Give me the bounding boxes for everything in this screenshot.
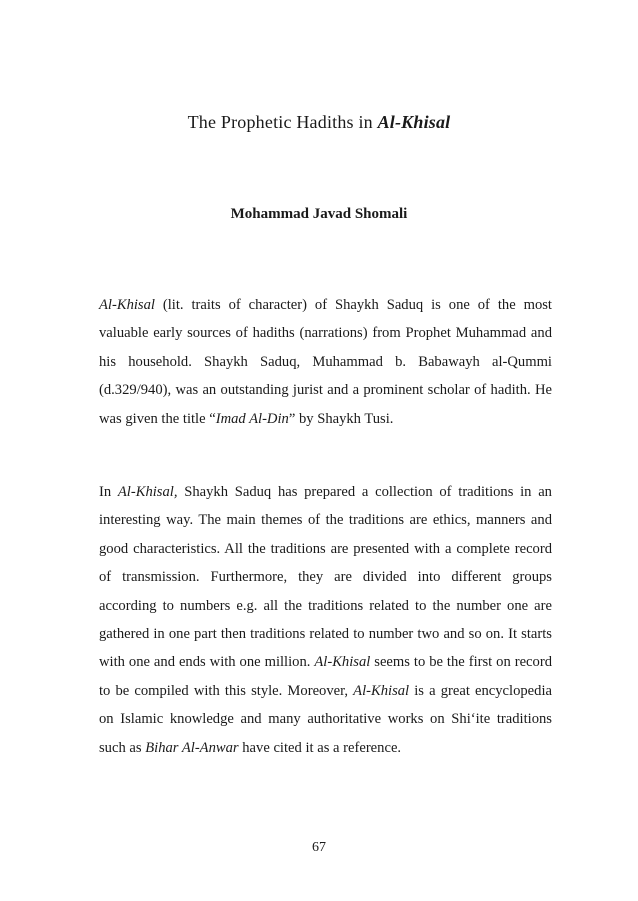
paragraph-1 [99,291,552,433]
page-number: 67 [312,840,326,855]
author-name: Mohammad Javad Shomali [230,206,408,222]
p2-italic-2: Al-Khisal [314,654,371,671]
paragraph-2 [99,478,552,762]
p2-text-2: Shaykh Saduq has prepared a collection of traditions in an interesting way. The main themes of the traditions are ethics, manners and good characteristics. All the traditions are presented with a complete record of transmission. Furthermore, they are divided into different groups according to numbers e.g. all the traditions related to the number one are gathered in one part then traditions related to number two and so on. It starts with one and ends with one million. [99,484,552,671]
p2-text-3: seems to be the first on record to be compiled with this style. Moreover, [99,654,552,699]
article-title [0,112,638,133]
title-prefix: The Prophetic Hadiths in [187,112,378,132]
p1-text-1: (lit. traits of character) of Shaykh Saduq is one of the most valuable early sources of hadiths (narrations) from Prophet Muhammad and his household. Shaykh Saduq, Muhammad b. Babawayh al-Qummi (d.329/940), was an outstanding jurist and a prominent scholar of hadith. He was given the title “ [99,297,552,427]
p2-text-4: is a great encyclopedia on Islamic knowledge and many authoritative works on Shi‘ite traditions such as [99,682,552,756]
p1-text-2: ” by Shaykh Tusi. [288,410,394,427]
p2-text-1: In [99,484,118,500]
p2-italic-4: Bihar Al-Anwar [145,739,239,756]
p2-text-5: have cited it as a reference. [238,739,402,756]
p2-italic-1: Al-Khisal, [117,484,178,500]
p1-italic-1: Al-Khisal [99,297,155,313]
title-italic: Al-Khisal [377,112,451,132]
p2-italic-3: Al-Khisal [353,682,410,699]
p1-italic-2: Imad Al-Din [215,410,289,427]
